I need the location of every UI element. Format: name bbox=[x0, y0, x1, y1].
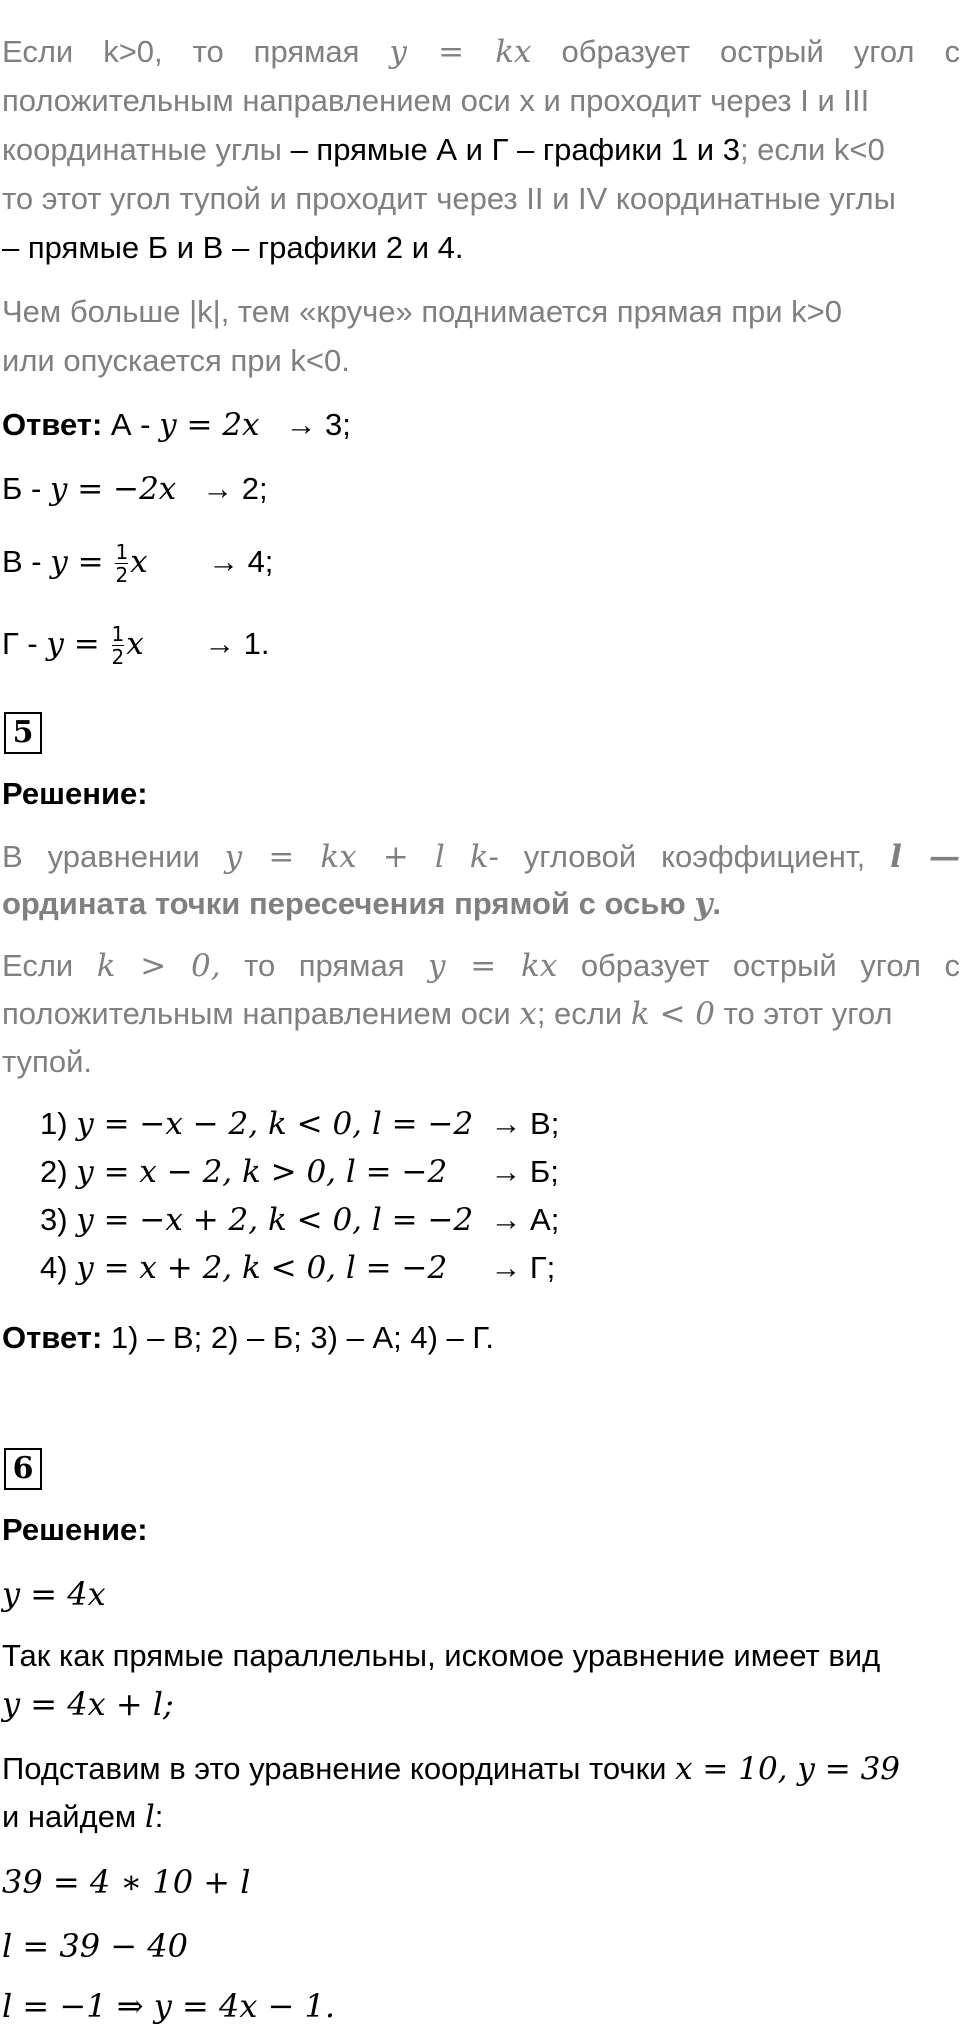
s5-line3: Если k > 0, то прямая y = kx образует острый угол с bbox=[2, 948, 960, 984]
s5-item-3: 3) y = −x + 2, k < 0, l = −2 → А; bbox=[40, 1202, 560, 1238]
s4-para1-line3: координатные углы – прямые А и Г – графики 1 и 3; если k<0 bbox=[2, 132, 885, 167]
task-number-6: 6 bbox=[4, 1448, 42, 1490]
s6-eq2: y = 4x + l; bbox=[2, 1685, 174, 1723]
s6-eq4: l = 39 − 40 bbox=[2, 1927, 188, 1965]
task-number-5: 5 bbox=[4, 712, 42, 754]
s5-line5: тупой. bbox=[2, 1044, 93, 1079]
s6-eq1: y = 4x bbox=[2, 1575, 106, 1613]
s6-text2: Подставим в это уравнение координаты точки x = 10, y = 39 bbox=[2, 1751, 901, 1787]
s4-para1-line5: – прямые Б и В – графики 2 и 4. bbox=[2, 230, 464, 265]
s4-para1-line4: то этот угол тупой и проходит через II и IV координатные углы bbox=[2, 181, 896, 216]
s6-eq3: 39 = 4 ∗ 10 + l bbox=[2, 1863, 251, 1901]
s4-answer-a: Ответ: А - y = 2x → 3; bbox=[2, 407, 351, 443]
s5-item-2: 2) y = x − 2, k > 0, l = −2 → Б; bbox=[40, 1154, 559, 1190]
s5-line2: ордината точки пересечения прямой с осью y. bbox=[2, 886, 722, 922]
s6-solution-label: Решение: bbox=[2, 1512, 148, 1547]
s4-answer-b: Б - y = −2x → 2; bbox=[2, 471, 268, 507]
s6-text1: Так как прямые параллельны, искомое уравнение имеет вид bbox=[2, 1638, 881, 1673]
s5-answer: Ответ: 1) – В; 2) – Б; 3) – А; 4) – Г. bbox=[2, 1320, 495, 1355]
fraction-one-half: $\frac{1}{2}$ bbox=[115, 540, 129, 588]
s4-para1-line1: Если k>0, то прямая y = kx образует острый угол с bbox=[2, 34, 960, 70]
s5-item-4: 4) y = x + 2, k < 0, l = −2 → Г; bbox=[40, 1250, 556, 1286]
s6-text3: и найдем l: bbox=[2, 1799, 164, 1835]
s5-solution-label: Решение: bbox=[2, 776, 148, 811]
s4-para1-line2: положительным направлением оси x и проходит через I и III bbox=[2, 83, 870, 118]
s4-para2-line1: Чем больше |k|, тем «круче» поднимается прямая при k>0 bbox=[2, 294, 842, 329]
s6-eq5: l = −1 ⇒ y = 4x − 1. bbox=[2, 1987, 336, 2025]
s5-item-1: 1) y = −x − 2, k < 0, l = −2 → В; bbox=[40, 1106, 560, 1142]
s4-para2-line2: или опускается при k<0. bbox=[2, 343, 350, 378]
s5-line4: положительным направлением оси x; если k < 0 то этот угол bbox=[2, 996, 893, 1032]
s4-answer-g: Г - y = $\frac{1}{2}$ x → 1. bbox=[2, 622, 270, 670]
s5-line1: В уравнении y = kx + l k- угловой коэффициент, l — bbox=[2, 839, 960, 875]
s4-answer-v: В - y = $\frac{1}{2}$ x → 4; bbox=[2, 540, 274, 588]
answer-label: Ответ: bbox=[2, 407, 103, 442]
fraction-one-half: $\frac{1}{2}$ bbox=[111, 622, 125, 670]
